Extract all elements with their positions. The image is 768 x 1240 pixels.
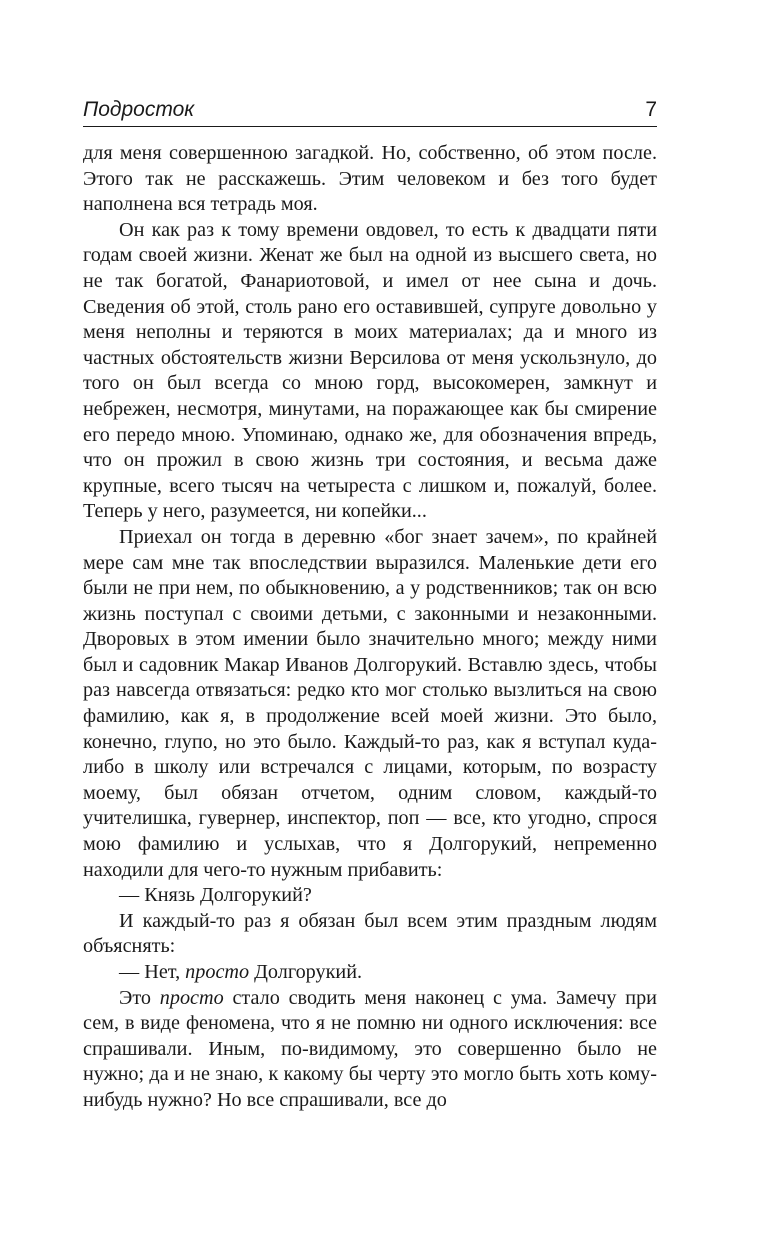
- book-page: [83, 88, 657, 1114]
- text-run: Приехал он тогда в деревню «бог знает зачем», по крайней мере сам мне так впоследствии выразился. Маленькие дети его были не при нем, по обыкновению, а у родственников; так он всю жизнь поступал с своими детьми, с законными и незаконными. Дворовых в этом имении было значительно много; между ними был и садовник Макар Иванов Долгорукий. Вставлю здесь, чтобы раз навсегда отвязаться: редко кто мог столько вызлиться на свою фамилию, как я, в продолжение всей моей жизни. Это было, конечно, глупо, но это было. Каждый-то раз, как я вступал куда-либо в школу или встречался с лицами, которым, по возрасту моему, был обязан отчетом, одним словом, каждый-то учителишка, гувернер, инспектор, поп — все, кто угодно, спрося мою фамилию и услыхав, что я Долгорукий, непременно находили для чего-то нужным прибавить:: [83, 525, 657, 881]
- text-run: стало сводить меня наконец с ума. Замечу при сем, в виде феномена, что я не помню ни одного исключения: все спрашивали. Иным, по-видимому, это совершенно было не нужно; да и не знаю, к какому бы черту это могло быть хоть кому-нибудь нужно? Но все спрашивали, все до: [83, 986, 657, 1111]
- running-header: [83, 88, 657, 127]
- paragraph: [83, 986, 657, 1114]
- text-run: — Нет,: [119, 961, 186, 983]
- text-run: Он как раз к тому времени овдовел, то есть к двадцати пяти годам своей жизни. Женат же был на одной из высшего света, но не так богатой, Фанариотовой, и имел от нее сына и дочь. Сведения об этой, столь рано его оставившей, супруге довольно у меня неполны и теряются в моих материалах; да и много из частных обстоятельств жизни Версилова от меня ускользнуло, до того он был всегда со мною горд, высокомерен, замкнут и небрежен, несмотря, минутами, на поражающее как бы смирение его передо мною. Упоминаю, однако же, для обозначения впредь, что он прожил в свою жизнь три состояния, и весьма даже крупные, всего тысяч на четыреста с лишком и, пожалуй, более. Теперь у него, разумеется, ни копейки...: [83, 218, 657, 523]
- body-text: [83, 141, 657, 1114]
- dialogue-line: [83, 960, 657, 986]
- page-number: 7: [645, 98, 657, 121]
- text-run: Долгорукий.: [249, 961, 363, 983]
- paragraph: [83, 141, 657, 218]
- text-run: для меня совершенною загадкой. Но, собственно, об этом после. Этого так не расскажешь. Этим человеком и без того будет наполнена вся тетрадь моя.: [83, 142, 657, 216]
- running-title: Подросток: [83, 98, 195, 121]
- paragraph: [83, 218, 657, 525]
- emphasis: просто: [159, 986, 224, 1009]
- text-run: — Князь Долгорукий?: [119, 884, 312, 907]
- emphasis: просто: [185, 961, 250, 983]
- paragraph: [83, 909, 657, 960]
- text-run: И каждый-то раз я обязан был всем этим праздным людям объяснять:: [83, 909, 657, 958]
- text-run: Это: [119, 986, 160, 1009]
- paragraph: [83, 525, 657, 883]
- dialogue-line: [83, 883, 657, 909]
